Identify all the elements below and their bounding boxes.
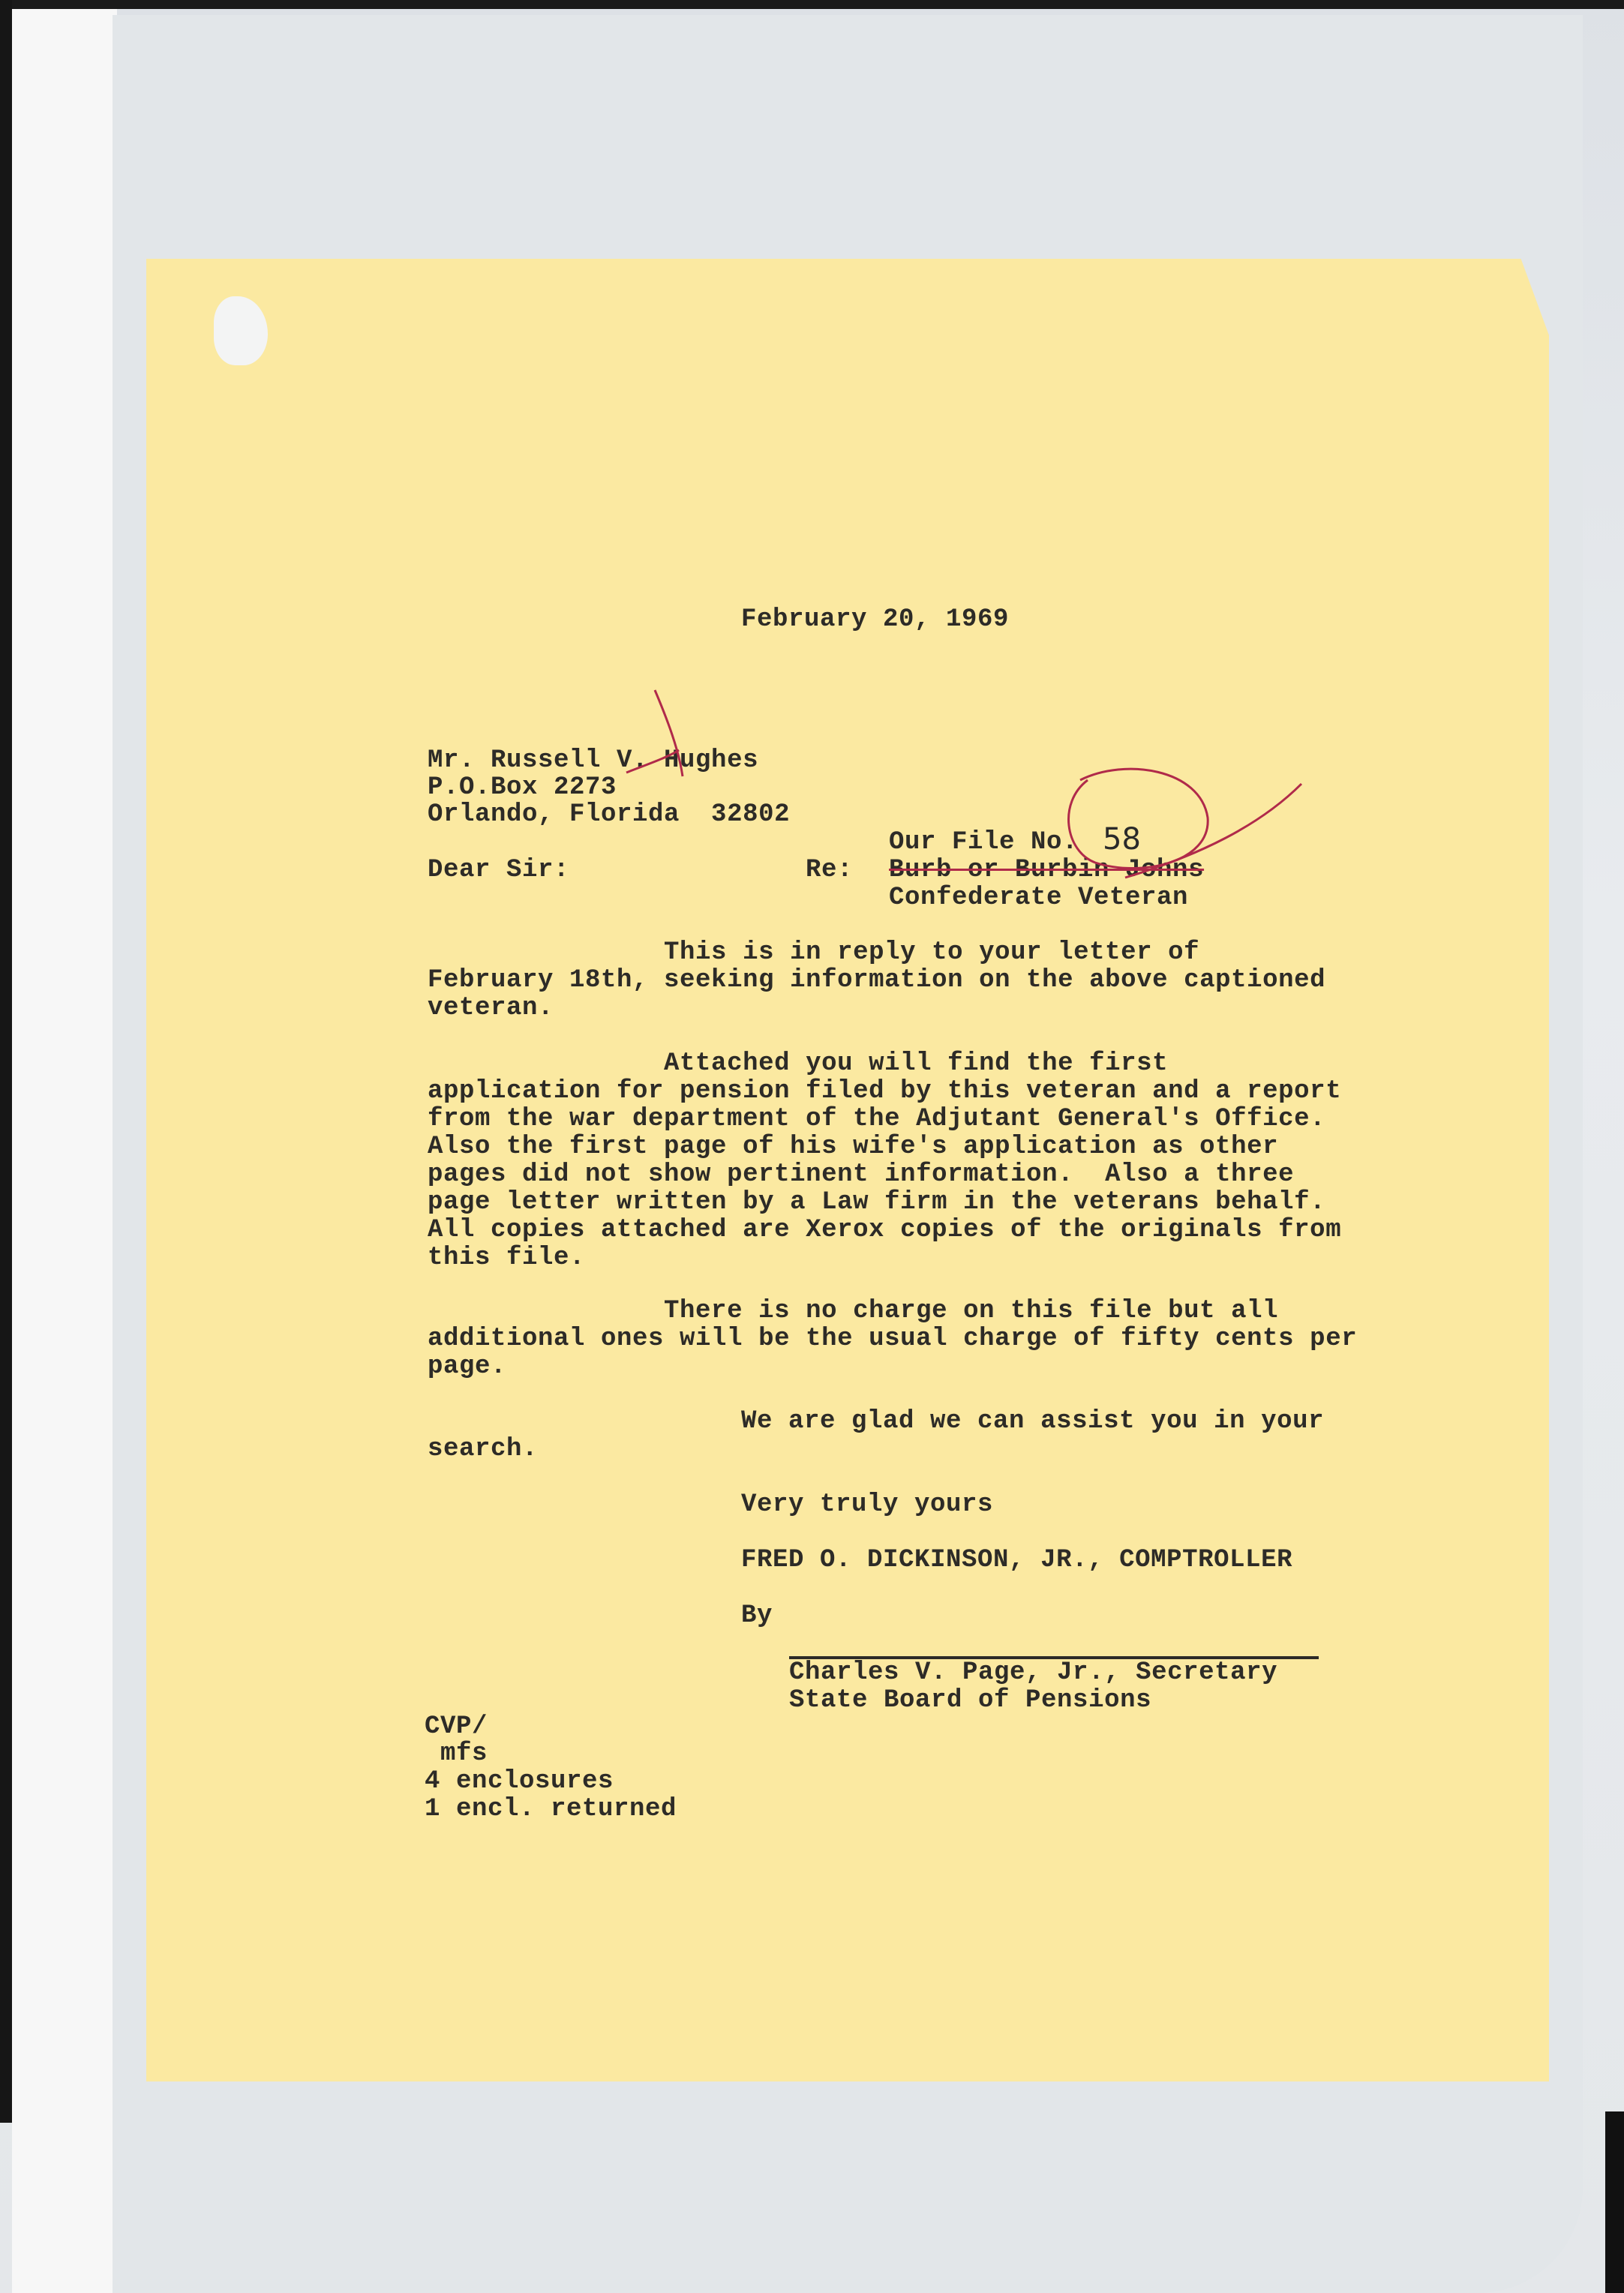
paragraph-1-line: veteran. xyxy=(428,994,554,1022)
pen-circle xyxy=(1069,769,1208,868)
enclosures-returned: 1 encl. returned xyxy=(425,1795,677,1823)
signatory-line-2: State Board of Pensions xyxy=(789,1686,1152,1715)
paragraph-3-line: There is no charge on this file but all xyxy=(428,1297,1279,1325)
paragraph-2-line: from the war department of the Adjutant General's Office. xyxy=(428,1105,1326,1133)
paragraph-2-line: this file. xyxy=(428,1244,586,1272)
paragraph-3-line: page. xyxy=(428,1352,507,1381)
recipient-name: Mr. Russell V. Hughes xyxy=(428,746,759,775)
letter-date: February 20, 1969 xyxy=(741,605,1010,634)
recipient-address-1: P.O.Box 2273 xyxy=(428,773,617,802)
paragraph-3-line: additional ones will be the usual charge of fifty cents per xyxy=(428,1325,1358,1353)
closing: Very truly yours xyxy=(741,1490,994,1519)
pen-strike-stroke xyxy=(1125,784,1301,878)
subject-name: Burb or Burbin Johns xyxy=(889,856,1205,884)
salutation: Dear Sir: xyxy=(428,856,570,884)
signatory-line-1: Charles V. Page, Jr., Secretary xyxy=(789,1658,1278,1687)
paragraph-4-line-2: search. xyxy=(428,1435,539,1463)
paragraph-2-line: All copies attached are Xerox copies of the originals from xyxy=(428,1216,1342,1244)
paragraph-2-line: application for pension filed by this veteran and a report xyxy=(428,1077,1342,1106)
enclosures: 4 enclosures xyxy=(425,1767,614,1796)
file-number: 58 xyxy=(1103,822,1141,857)
subject-line-2: Confederate Veteran xyxy=(889,884,1189,912)
paragraph-1-line: This is in reply to your letter of xyxy=(428,938,1200,967)
re-label: Re: xyxy=(806,856,854,884)
sender: FRED O. DICKINSON, JR., COMPTROLLER xyxy=(741,1546,1293,1574)
by-label: By xyxy=(741,1601,773,1630)
pen-tick-mark xyxy=(626,690,683,776)
initials-1: CVP/ xyxy=(425,1712,488,1741)
paragraph-2-line: pages did not show pertinent information. Also a three xyxy=(428,1160,1295,1189)
paragraph-2-line: Also the first page of his wife's application as other xyxy=(428,1133,1279,1161)
recipient-address-2: Orlando, Florida 32802 xyxy=(428,800,791,829)
paragraph-2-line: page letter written by a Law firm in the veterans behalf. xyxy=(428,1188,1326,1217)
paragraph-2-line: Attached you will find the first xyxy=(428,1049,1169,1078)
initials-2: mfs xyxy=(425,1739,488,1768)
paragraph-4-line-1: We are glad we can assist you in your xyxy=(741,1407,1325,1436)
file-label: Our File No. xyxy=(889,828,1079,857)
paragraph-1-line: February 18th, seeking information on the above captioned xyxy=(428,966,1326,995)
